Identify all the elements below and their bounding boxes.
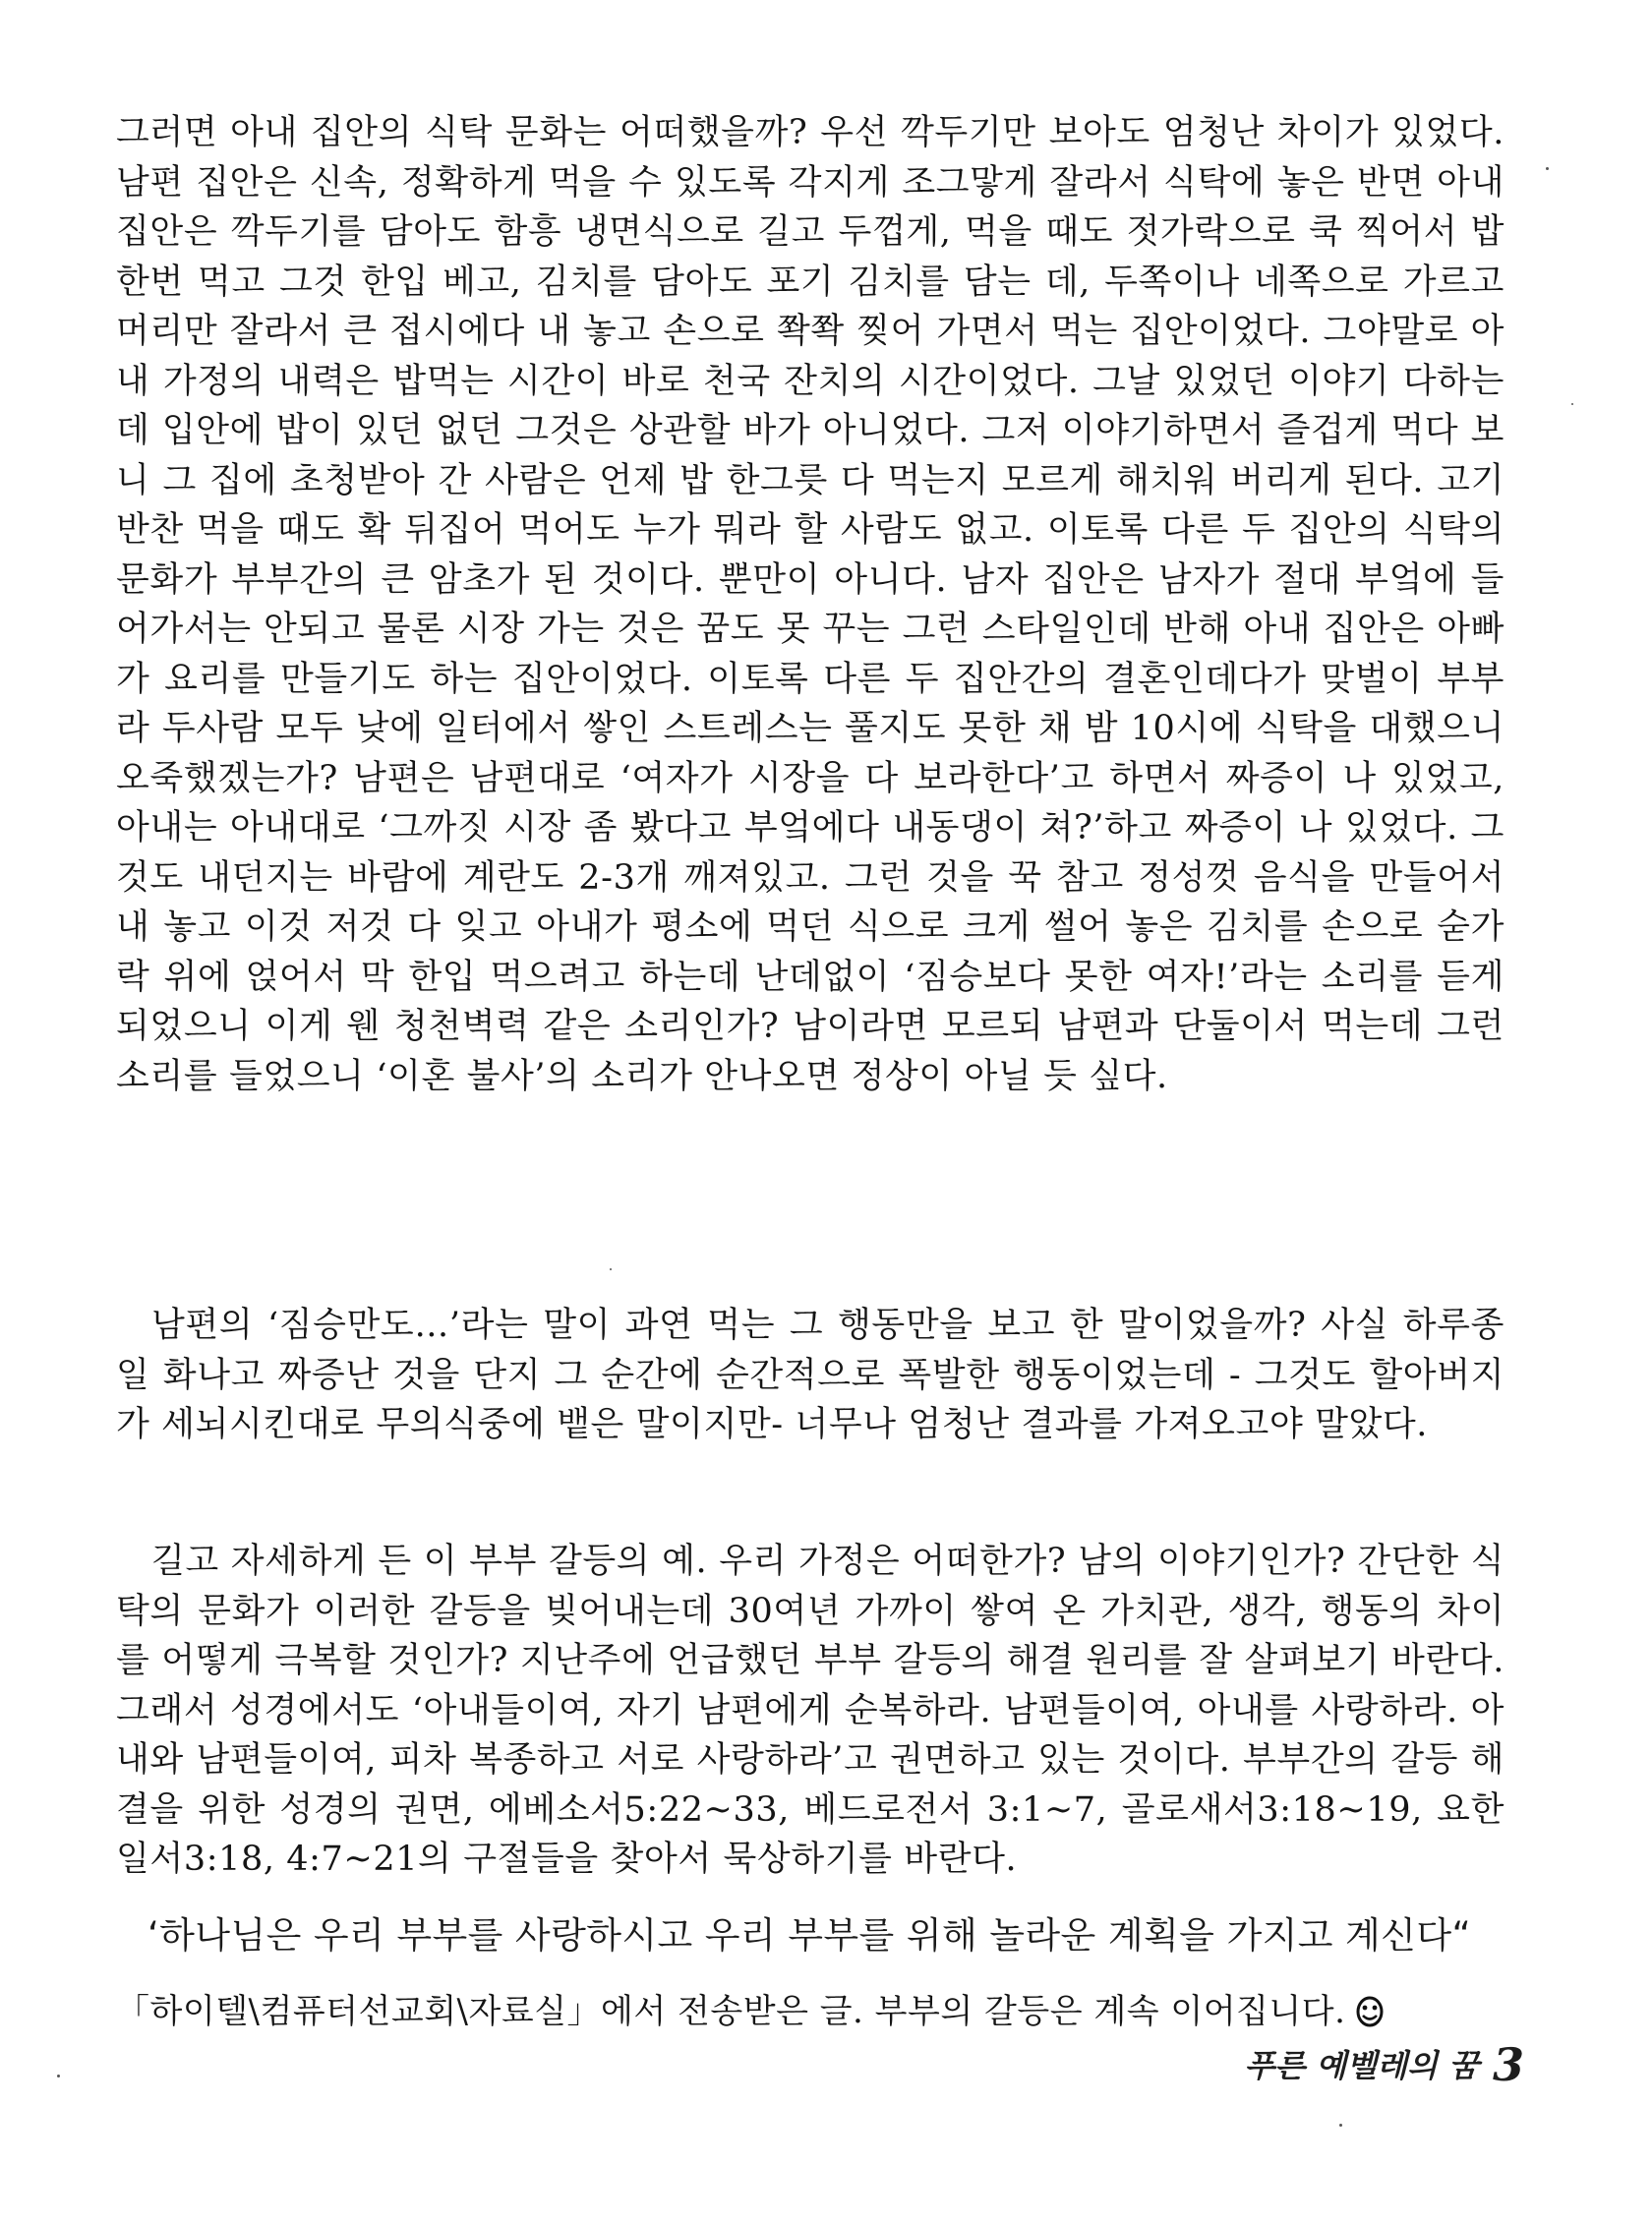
scan-speck: [1546, 167, 1549, 170]
source-note-text: 「하이텔\컴퓨터선교회\자료실」에서 전송받은 글. 부부의 갈등은 계속 이어집니다.: [116, 1992, 1346, 2031]
page-number: 3: [1492, 2038, 1524, 2091]
publication-title: 푸른 예벨레의 꿈: [1244, 2047, 1479, 2084]
prayer-quote: ‘하나님은 우리 부부를 사랑하시고 우리 부부를 위해 놀라운 계획을 가지고 계신다“: [148, 1914, 1472, 1957]
smiley-face-icon: [1355, 1995, 1385, 2028]
page-footer: [1244, 2037, 1524, 2093]
scan-speck: [1339, 2124, 1342, 2127]
body-paragraph-3: 길고 자세하게 든 이 부부 갈등의 예. 우리 가정은 어떠한가? 남의 이야기인가? 간단한 식탁의 문화가 이러한 갈등을 빚어내는데 30여년 가까이 쌓여 온 가치관, 생각, 행동의 차이를 어떻게 극복할 것인가? 지난주에 언급했던 부부 갈등의 해결 원리를 잘 살펴보기 바란다. 그래서 성경에서도 ‘아내들이여, 자기 남편에게 순복하라. 남편들이여, 아내를 사랑하라. 아내와 남편들이여, 피차 복종하고 서로 사랑하라’고 권면하고 있는 것이다. 부부간의 갈등 해결을 위한 성경의 권면, 에베소서5:22~33, 베드로전서 3:1~7, 골로새서3:18~19, 요한일서3:18, 4:7~21의 구절들을 찾아서 묵상하기를 바란다.: [116, 1542, 1504, 1879]
scan-speck: [57, 2075, 60, 2077]
scan-speck: [1571, 403, 1573, 405]
body-paragraph-1: 그러면 아내 집안의 식탁 문화는 어떠했을까? 우선 깍두기만 보아도 엄청난 차이가 있었다. 남편 집안은 신속, 정확하게 먹을 수 있도록 각지게 조그맣게 잘라서 식탁에 놓은 반면 아내 집안은 깍두기를 담아도 함흥 냉면식으로 길고 두껍게, 먹을 때도 젓가락으로 쿡 찍어서 밥 한번 먹고 그것 한입 베고, 김치를 담아도 포기 김치를 담는 데, 두쪽이나 네쪽으로 가르고 머리만 잘라서 큰 접시에다 내 놓고 손으로 쫙쫙 찢어 가면서 먹는 집안이었다. 그야말로 아내 가정의 내력은 밥먹는 시간이 바로 천국 잔치의 시간이었다. 그날 있었던 이야기 다하는데 입안에 밥이 있던 없던 그것은 상관할 바가 아니었다. 그저 이야기하면서 즐겁게 먹다 보니 그 집에 초청받아 간 사람은 언제 밥 한그릇 다 먹는지 모르게 해치워 버리게 된다. 고기 반찬 먹을 때도 확 뒤집어 먹어도 누가 뭐라 할 사람도 없고. 이토록 다른 두 집안의 식탁의 문화가 부부간의 큰 암초가 된 것이다. 뿐만이 아니다. 남자 집안은 남자가 절대 부엌에 들어가서는 안되고 물론 시장 가는 것은 꿈도 못 꾸는 그런 스타일인데 반해 아내 집안은 아빠가 요리를 만들기도 하는 집안이었다. 이토록 다른 두 집안간의 결혼인데다가 맞벌이 부부라 두사람 모두 낮에 일터에서 쌓인 스트레스는 풀지도 못한 채 밤 10시에 식탁을 대했으니 오죽했겠는가? 남편은 남편대로 ‘여자가 시장을 다 보라한다’고 하면서 짜증이 나 있었고, 아내는 아내대로 ‘그까짓 시장 좀 봤다고 부엌에다 내동댕이 쳐?’하고 짜증이 나 있었다. 그것도 내던지는 바람에 계란도 2-3개 깨져있고. 그런 것을 꾹 참고 정성껏 음식을 만들어서 내 놓고 이것 저것 다 잊고 아내가 평소에 먹던 식으로 크게 썰어 놓은 김치를 손으로 숟가락 위에 얹어서 막 한입 먹으려고 하는데 난데없이 ‘짐승보다 못한 여자!’라는 소리를 듣게 되었으니 이게 웬 청천벽력 같은 소리인가? 남이라면 모르되 남편과 단둘이서 먹는데 그런 소리를 들었으니 ‘이혼 불사’의 소리가 안나오면 정상이 아닐 듯 싶다.: [116, 113, 1504, 1096]
source-note: [116, 1988, 1504, 2035]
scan-speck: [610, 1268, 612, 1270]
body-paragraph-2: 남편의 ‘짐승만도…’라는 말이 과연 먹는 그 행동만을 보고 한 말이었을까? 사실 하루종일 화나고 짜증난 것을 단지 그 순간에 순간적으로 폭발한 행동이었는데 - 그것도 할아버지가 세뇌시킨대로 무의식중에 뱉은 말이지만- 너무나 엄청난 결과를 가져오고야 말았다.: [116, 1306, 1504, 1444]
